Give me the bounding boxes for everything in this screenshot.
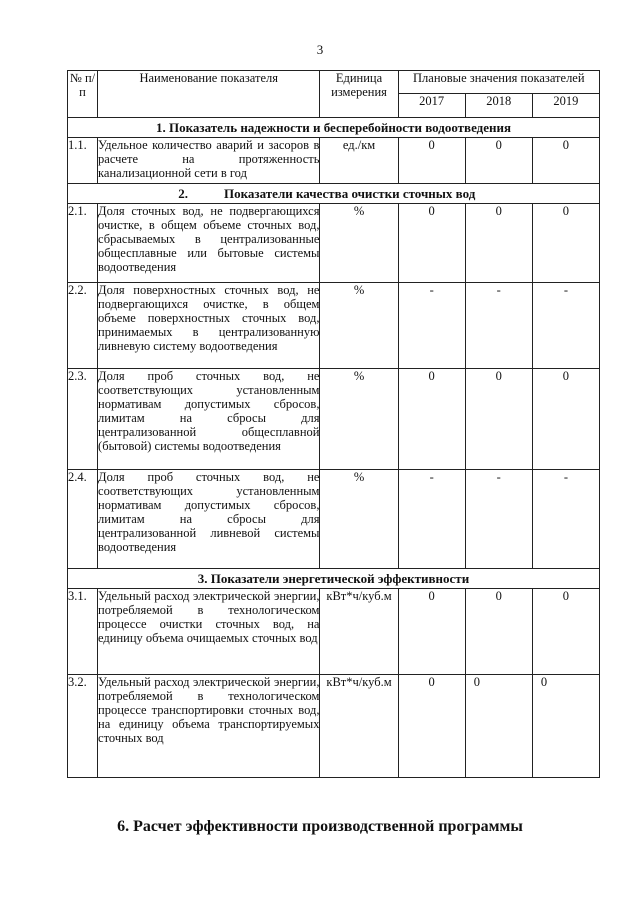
row-unit: ед./км — [320, 138, 398, 184]
table-row — [68, 675, 600, 778]
row-value-2019: 0 — [532, 589, 599, 675]
row-name: Доля проб сточных вод, не соответствующих установленным нормативам допустимых сбросов, лимитам на сбросы для централизованной общесплавной (бытовой) системы водоотведения — [98, 369, 320, 470]
row-value-2019: 0 — [532, 138, 599, 184]
row-value-2019: 0 — [532, 675, 599, 778]
section-number-2: 2. — [178, 185, 188, 201]
header-unit: Единица измерения — [320, 71, 398, 118]
header-year-2019: 2019 — [532, 94, 599, 118]
row-value-2018: 0 — [465, 204, 532, 283]
row-name: Удельное количество аварий и засоров в расчете на протяженность канализационной сети в год — [98, 138, 320, 184]
page-number: 3 — [316, 42, 324, 57]
row-value-2018: 0 — [465, 675, 532, 778]
table-row — [68, 589, 600, 675]
row-name: Удельный расход электрической энергии, потребляемой в технологическом процессе очистки сточных вод, на единицу объема очищаемых сточных вод — [98, 589, 320, 675]
section-title-2-text: Показатели качества очистки сточных вод — [224, 185, 476, 201]
row-value-2017: 0 — [398, 675, 465, 778]
table-row — [68, 470, 600, 569]
section-row — [68, 569, 600, 589]
row-value-2017: - — [398, 283, 465, 369]
row-value-2018: - — [465, 283, 532, 369]
header-plan: Плановые значения показателей — [398, 71, 599, 94]
row-value-2018: 0 — [465, 369, 532, 470]
row-value-2017: 0 — [398, 369, 465, 470]
section-row — [68, 118, 600, 138]
row-num: 2.3. — [68, 369, 98, 470]
row-unit: % — [320, 470, 398, 569]
header-name: Наименование показателя — [98, 71, 320, 118]
table-row — [68, 283, 600, 369]
row-value-2018: 0 — [465, 589, 532, 675]
row-value-2018: - — [465, 470, 532, 569]
section-title-3: 3. Показатели энергетической эффективности — [68, 569, 600, 589]
section-heading: 6. Расчет эффективности производственной программы — [117, 818, 523, 835]
row-value-2019: 0 — [532, 204, 599, 283]
section-title-2 — [68, 184, 600, 204]
indicators-table — [67, 70, 600, 778]
row-num: 2.2. — [68, 283, 98, 369]
row-unit: кВт*ч/куб.м — [320, 675, 398, 778]
row-value-2017: - — [398, 470, 465, 569]
row-num: 3.2. — [68, 675, 98, 778]
table-row — [68, 138, 600, 184]
header-year-2018: 2018 — [465, 94, 532, 118]
row-num: 3.1. — [68, 589, 98, 675]
row-name: Удельный расход электрической энергии, потребляемой в технологическом процессе транспортировки сточных вод, на единицу объема транспортируемых сточных вод — [98, 675, 320, 778]
section-title-1: 1. Показатель надежности и бесперебойности водоотведения — [68, 118, 600, 138]
row-value-2019: 0 — [532, 369, 599, 470]
row-unit: % — [320, 369, 398, 470]
row-name: Доля поверхностных сточных вод, не подвергающихся очистке, в общем объеме поверхностных сточных вод, принимаемых в централизованную ливневую систему водоотведения — [98, 283, 320, 369]
header-num: № п/п — [68, 71, 98, 118]
header-year-2017: 2017 — [398, 94, 465, 118]
table-row — [68, 204, 600, 283]
row-name: Доля сточных вод, не подвергающихся очистке, в общем объеме сточных вод, сбрасываемых в централизованные общесплавные или бытовые системы водоотведения — [98, 204, 320, 283]
row-unit: % — [320, 283, 398, 369]
row-num: 2.4. — [68, 470, 98, 569]
row-value-2018: 0 — [465, 138, 532, 184]
row-value-2017: 0 — [398, 138, 465, 184]
row-value-2017: 0 — [398, 589, 465, 675]
row-value-2019: - — [532, 470, 599, 569]
row-num: 1.1. — [68, 138, 98, 184]
section-row — [68, 184, 600, 204]
row-unit: % — [320, 204, 398, 283]
row-num: 2.1. — [68, 204, 98, 283]
row-value-2017: 0 — [398, 204, 465, 283]
row-value-2019: - — [532, 283, 599, 369]
table-row — [68, 369, 600, 470]
row-unit: кВт*ч/куб.м — [320, 589, 398, 675]
row-name: Доля проб сточных вод, не соответствующих установленным нормативам допустимых сбросов, лимитам на сбросы для централизованной ливневой системы водоотведения — [98, 470, 320, 569]
